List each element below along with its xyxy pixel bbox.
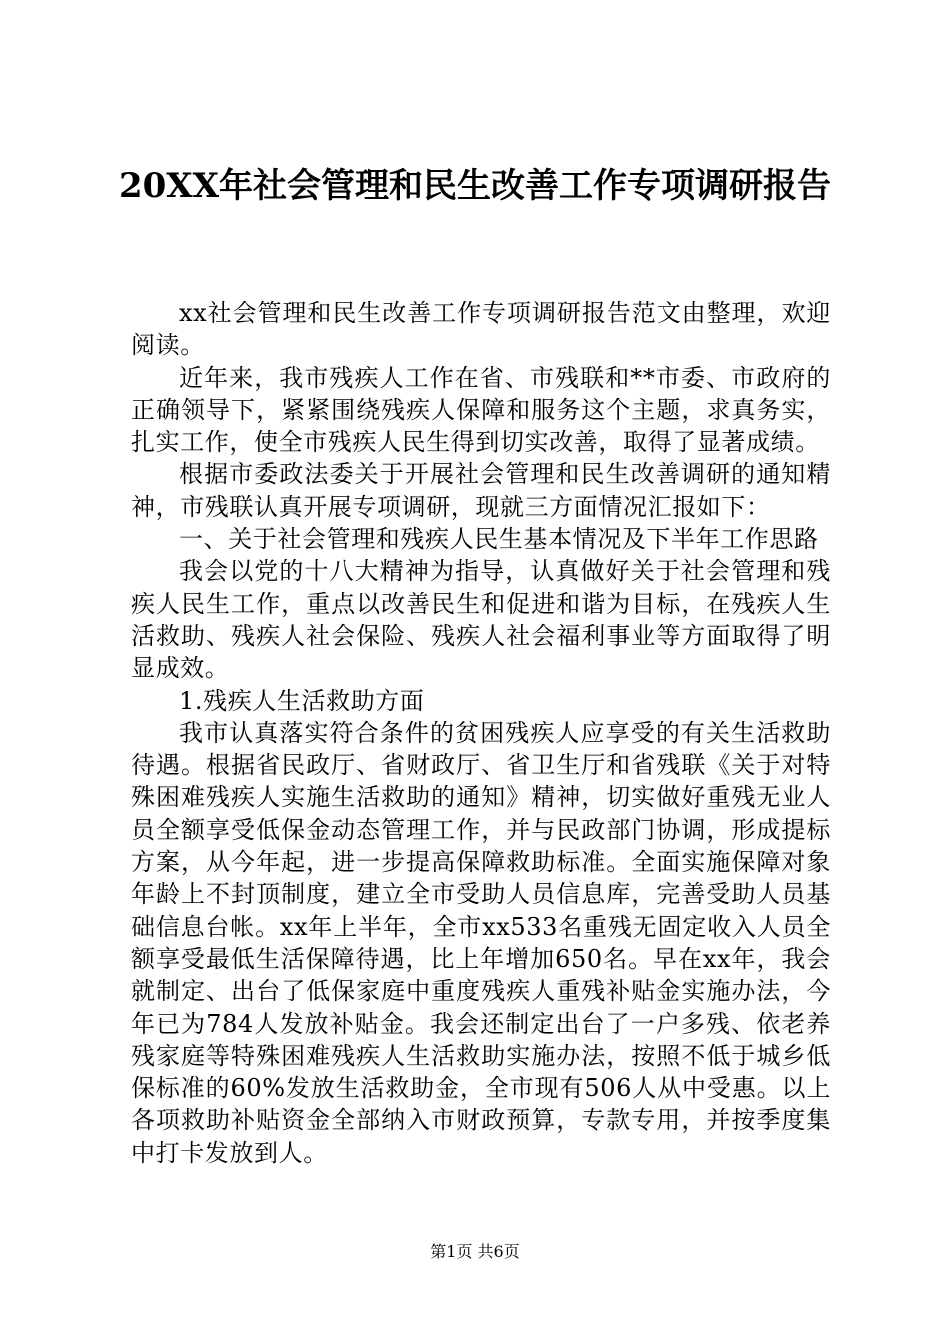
intro-paragraph: xx社会管理和民生改善工作专项调研报告范文由整理，欢迎阅读。	[131, 299, 831, 360]
background-paragraph: 近年来，我市残疾人工作在省、市残联和**市委、市政府的正确领导下，紧紧围绕残疾人保障和服务这个主题，求真务实，扎实工作，使全市残疾人民生得到切实改善，取得了显著成绩。	[131, 363, 831, 457]
overview-paragraph: 我会以党的十八大精神为指导，认真做好关于社会管理和残疾人民生工作，重点以改善民生和促进和谐为目标，在残疾人生活救助、残疾人社会保险、残疾人社会福利事业等方面取得了明显成效。	[131, 557, 831, 683]
page-footer: 第1页 共6页	[430, 1242, 520, 1261]
document-body	[131, 297, 831, 1169]
document-title: 20XX年社会管理和民生改善工作专项调研报告	[118, 166, 832, 206]
relief-paragraph: 我市认真落实符合条件的贫困残疾人应享受的有关生活救助待遇。根据省民政厅、省财政厅、省卫生厅和省残联《关于对特殊困难残疾人实施生活救助的通知》精神，切实做好重残无业人员全额享受低保金动态管理工作，并与民政部门协调，形成提标方案，从今年起，进一步提高保障救助标准。全面实施保障对象年龄上不封顶制度，建立全市受助人员信息库，完善受助人员基础信息台帐。xx年上半年，全市xx533名重残无固定收入人员全额享受最低生活保障待遇，比上年增加650名。早在xx年，我会就制定、出台了低保家庭中重度残疾人重残补贴金实施办法，今年已为784人发放补贴金。我会还制定出台了一户多残、依老养残家庭等特殊困难残疾人生活救助实施办法，按照不低于城乡低保标准的60%发放生活救助金，全市现有506人从中受惠。以上各项救助补贴资金全部纳入市财政预算，专款专用，并按季度集中打卡发放到人。	[131, 718, 831, 1167]
subsection-heading-1: 1.残疾人生活救助方面	[179, 686, 425, 715]
purpose-paragraph: 根据市委政法委关于开展社会管理和民生改善调研的通知精神，市残联认真开展专项调研，现就三方面情况汇报如下：	[131, 460, 831, 521]
section-heading-1: 一、关于社会管理和残疾人民生基本情况及下半年工作思路	[179, 525, 819, 554]
